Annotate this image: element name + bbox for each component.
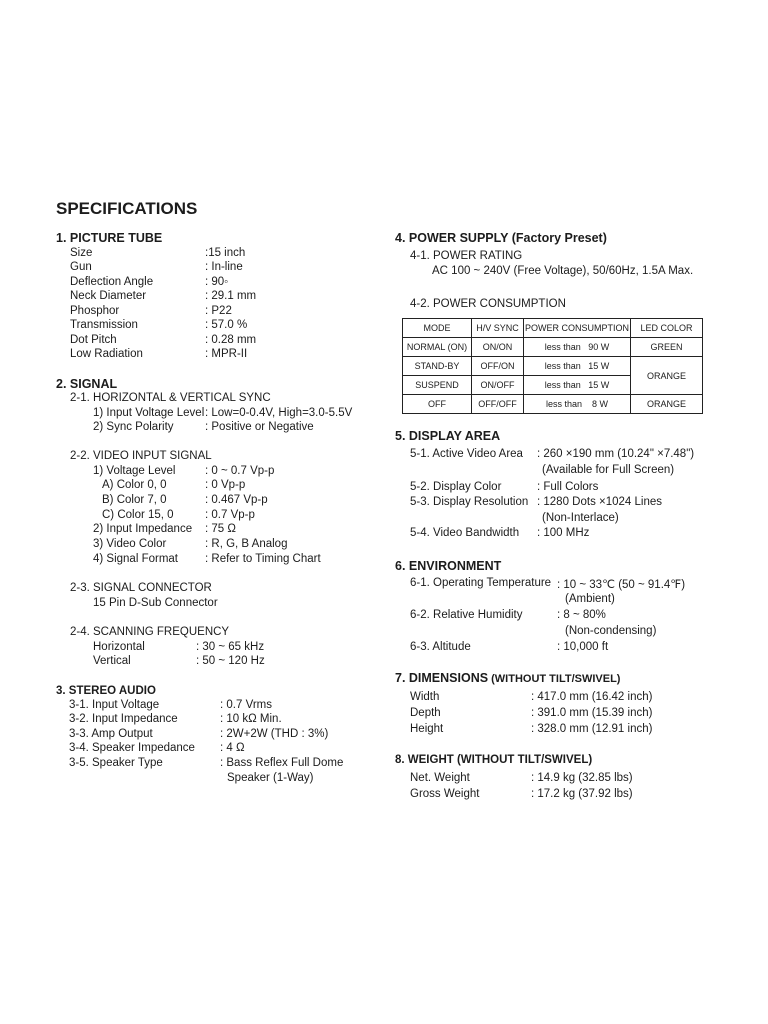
spec-label: Horizontal	[93, 641, 145, 653]
spec-value: : 391.0 mm (15.39 inch)	[531, 707, 653, 719]
spec-value: : 0.28 mm	[205, 334, 257, 346]
spec-text: AC 100 ~ 240V (Free Voltage), 50/60Hz, 1.5A Max.	[432, 265, 694, 277]
table-cell: ORANGE	[631, 395, 703, 414]
spec-text: 15 Pin D-Sub Connector	[93, 597, 218, 609]
subsection-title: 4-1. POWER RATING	[410, 250, 523, 262]
spec-value: : 0 ~ 0.7 Vp-p	[205, 465, 275, 477]
table-cell: SUSPEND	[403, 376, 472, 395]
page-title: SPECIFICATIONS	[56, 199, 198, 218]
table-cell: less than 90 W	[524, 338, 631, 357]
spec-label: Size	[70, 247, 93, 259]
table-cell: ON/OFF	[472, 376, 524, 395]
spec-label: 3-1. Input Voltage	[69, 699, 160, 711]
table-cell: NORMAL (ON)	[403, 338, 472, 357]
spec-value: : Low=0-0.4V, High=3.0-5.5V	[205, 407, 353, 419]
spec-value: : 14.9 kg (32.85 lbs)	[531, 772, 633, 784]
spec-value: (Non-condensing)	[565, 625, 657, 637]
subsection-title: 2-2. VIDEO INPUT SIGNAL	[70, 450, 212, 462]
spec-label: Deflection Angle	[70, 276, 154, 288]
spec-label: 3-5. Speaker Type	[69, 757, 163, 769]
table-header: H/V SYNC	[472, 319, 524, 338]
section-title: 2. SIGNAL	[56, 377, 118, 391]
table-row	[403, 357, 703, 376]
spec-label: Gun	[70, 261, 92, 273]
subsection-title: 2-4. SCANNING FREQUENCY	[70, 626, 230, 638]
table-cell: ORANGE	[631, 357, 703, 395]
section-title: 5. DISPLAY AREA	[395, 429, 501, 443]
spec-label: 6-3. Altitude	[410, 641, 471, 653]
spec-value: : 0 Vp-p	[205, 479, 246, 491]
table-header: POWER CONSUMPTION	[524, 319, 631, 338]
spec-value: : 17.2 kg (37.92 lbs)	[531, 788, 633, 800]
spec-value: : 2W+2W (THD : 3%)	[220, 728, 329, 740]
spec-label: Neck Diameter	[70, 290, 147, 302]
table-header-row	[403, 319, 703, 338]
spec-value: : 417.0 mm (16.42 inch)	[531, 691, 653, 703]
spec-label: 5-4. Video Bandwidth	[410, 527, 520, 539]
spec-value: : Refer to Timing Chart	[205, 553, 321, 565]
spec-value: (Ambient)	[565, 593, 615, 605]
table-cell: OFF/ON	[472, 357, 524, 376]
spec-label: 5-2. Display Color	[410, 481, 502, 493]
spec-label: 3-3. Amp Output	[69, 728, 153, 740]
spec-label: Dot Pitch	[70, 334, 117, 346]
spec-value: : 10,000 ft	[557, 641, 609, 653]
spec-value: : 0.7 Vp-p	[205, 509, 255, 521]
spec-value: : MPR-II	[205, 348, 248, 360]
spec-value: : Positive or Negative	[205, 421, 314, 433]
subsection-title: 2-3. SIGNAL CONNECTOR	[70, 582, 212, 594]
table-header: MODE	[403, 319, 472, 338]
section-title: 3. STEREO AUDIO	[56, 685, 156, 697]
spec-label: 5-3. Display Resolution	[410, 496, 529, 508]
section-title: 6. ENVIRONMENT	[395, 559, 502, 573]
spec-label: Height	[410, 723, 444, 735]
spec-label: Transmission	[70, 319, 138, 331]
spec-label: 3) Video Color	[93, 538, 167, 550]
spec-label: Phosphor	[70, 305, 120, 317]
spec-label: B) Color 7, 0	[102, 494, 167, 506]
spec-value: : 29.1 mm	[205, 290, 257, 302]
section-title: 4. POWER SUPPLY (Factory Preset)	[395, 231, 607, 245]
spec-value: : 10 kΩ Min.	[220, 713, 282, 725]
spec-label: Net. Weight	[410, 772, 470, 784]
spec-label: 2) Input Impedance	[93, 523, 193, 535]
spec-label: A) Color 0, 0	[102, 479, 167, 491]
spec-label: 3-4. Speaker Impedance	[69, 742, 195, 754]
spec-value: : 30 ~ 65 kHz	[196, 641, 265, 653]
spec-value: : 0.7 Vrms	[220, 699, 272, 711]
section-title: 1. PICTURE TUBE	[56, 231, 163, 245]
table-row	[403, 338, 703, 357]
table-cell: ON/ON	[472, 338, 524, 357]
table-row	[403, 395, 703, 414]
spec-label: 3-2. Input Impedance	[69, 713, 178, 725]
spec-label: 5-1. Active Video Area	[410, 448, 523, 460]
spec-label: 1) Voltage Level	[93, 465, 176, 477]
spec-value: : 100 MHz	[537, 527, 590, 539]
spec-value: : 10 ~ 33℃ (50 ~ 91.4℉)	[557, 579, 686, 591]
table-cell: OFF	[403, 395, 472, 414]
spec-value: : 4 Ω	[220, 742, 245, 754]
spec-label: 1) Input Voltage Level	[93, 407, 205, 419]
table-cell: less than 15 W	[524, 357, 631, 376]
subsection-title: 2-1. HORIZONTAL & VERTICAL SYNC	[70, 392, 271, 404]
section-title: 8. WEIGHT (WITHOUT TILT/SWIVEL)	[395, 754, 593, 766]
spec-value: :15 inch	[205, 247, 246, 259]
table-cell: OFF/OFF	[472, 395, 524, 414]
subsection-title: 4-2. POWER CONSUMPTION	[410, 298, 566, 310]
section-title	[395, 671, 620, 685]
spec-value: : 8 ~ 80%	[557, 609, 606, 621]
spec-label: 6-2. Relative Humidity	[410, 609, 523, 621]
table-cell: STAND-BY	[403, 357, 472, 376]
spec-label: 6-1. Operating Temperature	[410, 577, 552, 589]
table-header: LED COLOR	[631, 319, 703, 338]
spec-label: Depth	[410, 707, 441, 719]
spec-value: : 1280 Dots ×1024 Lines	[537, 496, 662, 508]
table-cell: less than 8 W	[524, 395, 631, 414]
spec-value: : Bass Reflex Full Dome	[220, 757, 344, 769]
spec-value: : P22	[205, 305, 232, 317]
power-consumption-table	[402, 318, 703, 414]
spec-label: C) Color 15, 0	[102, 509, 174, 521]
spec-value: (Non-Interlace)	[542, 512, 619, 524]
section-title-suffix: (WITHOUT TILT/SWIVEL)	[488, 673, 621, 685]
spec-value: : 328.0 mm (12.91 inch)	[531, 723, 653, 735]
spec-value: : 90◦	[205, 276, 229, 288]
spec-value: : R, G, B Analog	[205, 538, 288, 550]
spec-label: Gross Weight	[410, 788, 480, 800]
spec-value: : 75 Ω	[205, 523, 236, 535]
spec-label: 4) Signal Format	[93, 553, 179, 565]
spec-label: 2) Sync Polarity	[93, 421, 174, 433]
spec-value: : 57.0 %	[205, 319, 248, 331]
spec-label: Vertical	[93, 655, 131, 667]
spec-value: Speaker (1-Way)	[227, 772, 314, 784]
spec-value: : In-line	[205, 261, 243, 273]
spec-value: : 0.467 Vp-p	[205, 494, 268, 506]
spec-value: : 50 ~ 120 Hz	[196, 655, 265, 667]
table-cell: GREEN	[631, 338, 703, 357]
spec-label: Width	[410, 691, 440, 703]
section-title-main: 7. DIMENSIONS	[395, 671, 489, 685]
spec-label: Low Radiation	[70, 348, 143, 360]
spec-value: : Full Colors	[537, 481, 599, 493]
spec-value: (Available for Full Screen)	[542, 464, 675, 476]
spec-value: : 260 ×190 mm (10.24" ×7.48")	[537, 448, 695, 460]
table-cell: less than 15 W	[524, 376, 631, 395]
